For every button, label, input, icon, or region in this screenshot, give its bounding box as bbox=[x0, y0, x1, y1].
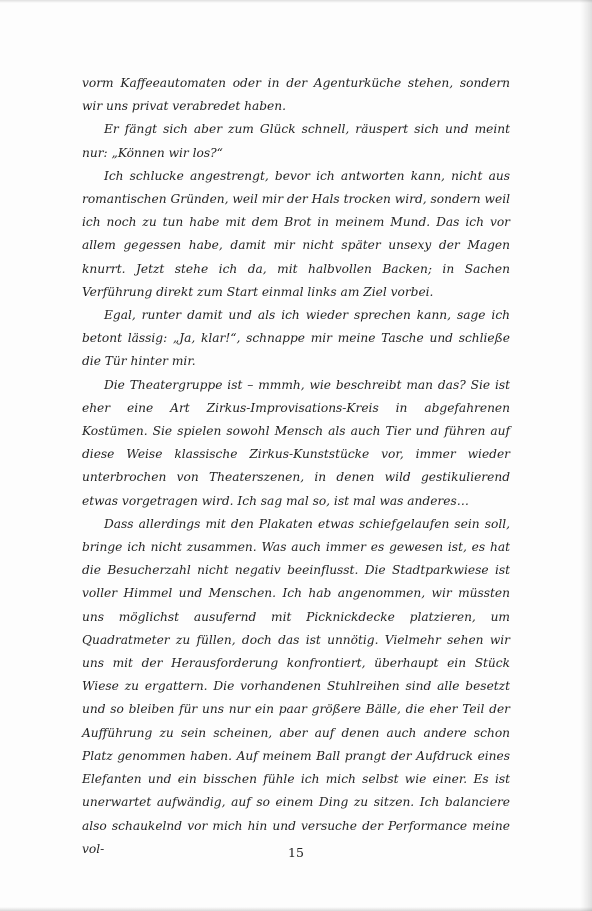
paragraph: Ich schlucke angestrengt, bevor ich antworten kann, nicht aus romantischen Gründen, weil mir der Hals trocken wird, sondern weil ich noch zu tun habe mit dem Brot in meinem Mund. Das ich vor allem gegessen habe, damit mir nicht später unsexy der Magen knurrt. Jetzt stehe ich da, mit halbvollen Backen; in Sachen Verführung direkt zum Start einmal links am Ziel vorbei. bbox=[82, 168, 510, 299]
page-top-edge bbox=[0, 0, 592, 3]
body-text bbox=[82, 72, 510, 861]
page-bottom-edge bbox=[0, 907, 592, 911]
page-right-edge bbox=[580, 0, 592, 911]
paragraph: Die Theatergruppe ist – mmmh, wie beschreibt man das? Sie ist eher eine Art Zirkus-Improvisations-Kreis in abgefahrenen Kostümen. Sie spielen sowohl Mensch als auch Tier und führen auf diese Weise klassische Zirkus-Kunststücke vor, immer wieder unterbrochen von Theaterszenen, in denen wild gestikulierend etwas vorgetragen wird. Ich sag mal so, ist mal was anderes… bbox=[82, 377, 510, 508]
paragraph: Er fängt sich aber zum Glück schnell, räuspert sich und meint nur: „Können wir los?“ bbox=[82, 122, 510, 160]
page-number: 15 bbox=[288, 845, 304, 860]
paragraph: Egal, runter damit und als ich wieder sprechen kann, sage ich betont lässig: „Ja, klar!“, schnappe mir meine Tasche und schließe die Tür hinter mir. bbox=[82, 308, 510, 369]
paragraph: vorm Kaffeeautomaten oder in der Agenturküche stehen, sondern wir uns privat verabredet haben. bbox=[82, 76, 510, 114]
paragraph: Dass allerdings mit den Plakaten etwas schiefgelaufen sein soll, bringe ich nicht zusammen. Was auch immer es gewesen ist, es hat die Besucherzahl nicht negativ beeinflusst. Die Stadtparkwiese ist voller Himmel und Menschen. Ich hab angenommen, wir müssten uns möglichst ausufernd mit Picknickdecke platzieren, um Quadratmeter zu füllen, doch das ist unnötig. Vielmehr sehen wir uns mit der Herausforderung konfrontiert, überhaupt ein Stück Wiese zu ergattern. Die vorhandenen Stuhlreihen sind alle besetzt und so bleiben für uns nur ein paar größere Bälle, die eher Teil der Aufführung zu sein scheinen, aber auf denen auch andere schon Platz genommen haben. Auf meinem Ball prangt der Aufdruck eines Elefanten und ein bisschen fühle ich mich selbst wie einer. Es ist unerwartet aufwändig, auf so einem Ding zu sitzen. Ich balanciere also schaukelnd vor mich hin und versuche der Performance meine vol- bbox=[82, 516, 510, 856]
